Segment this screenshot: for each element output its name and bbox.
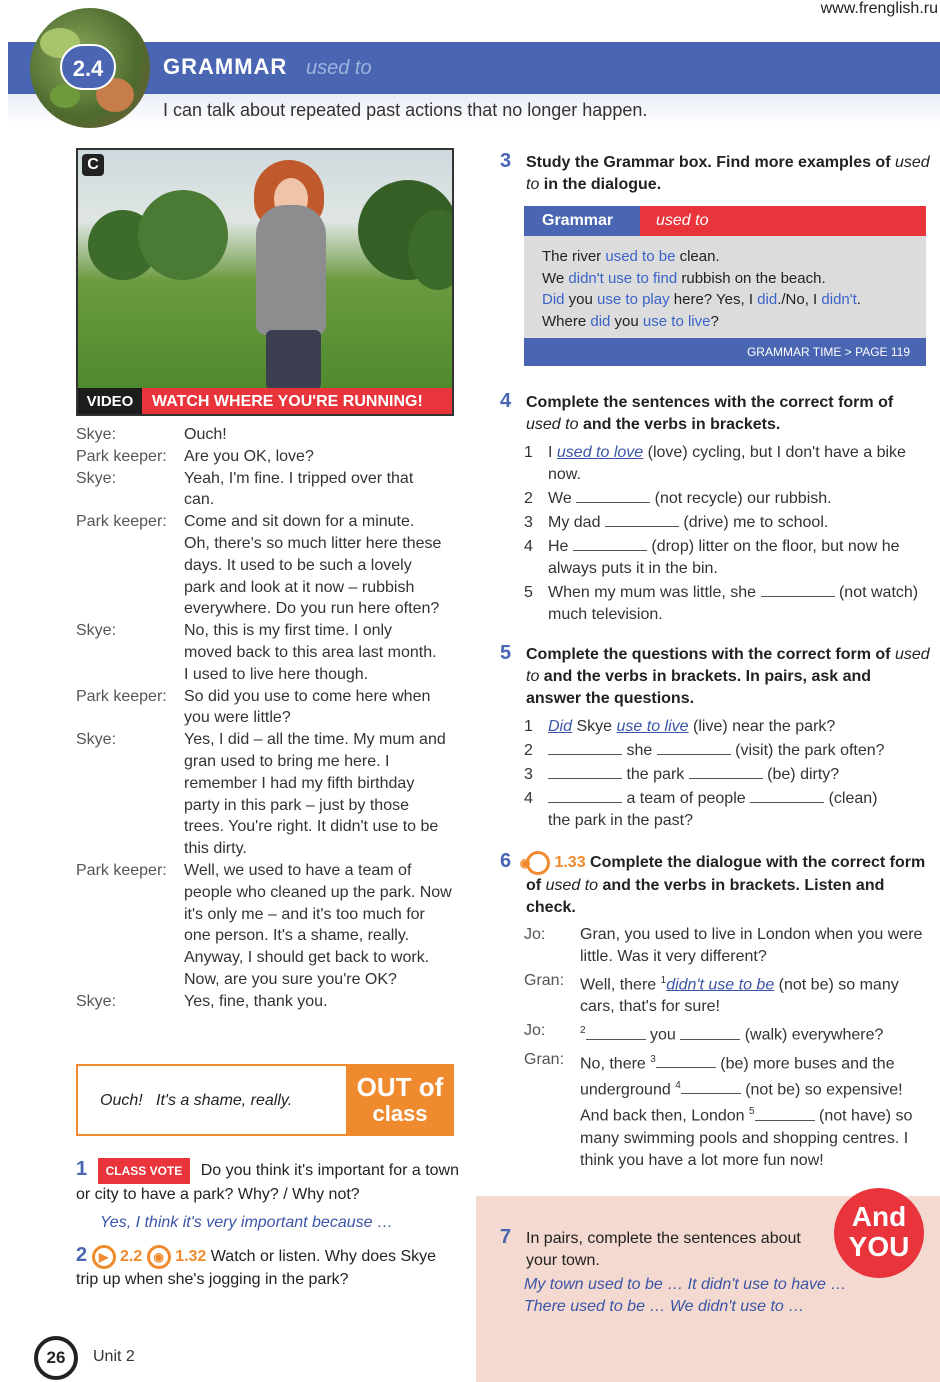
exercise-1 [76,1158,462,1234]
dialogue [76,424,462,1013]
answer-blank[interactable] [750,789,824,803]
list-item: 4 He (drop) litter on the floor, but now he always puts it in the bin. [524,538,900,577]
list-item: 4 a team of people (clean) the park in the past? [524,790,878,829]
video-icon: C [82,154,104,176]
video-title: WATCH WHERE YOU'RE RUNNING! [142,388,452,416]
unit-label: Unit 2 [93,1348,135,1365]
dialogue-line: Gran: Well, there $^1$didn't use to be (not be) so many cars, that's for sure! [524,972,899,1016]
exercise-5-instruction: 5 Complete the questions with the correct form of used to and the verbs in brackets. In pairs, ask and answer the questions. [500,642,930,707]
out-of-class-logo: OUT of class [346,1066,454,1134]
section-subtitle: used to [306,57,372,79]
grammar-tab: Grammar [524,206,640,236]
answer-blank[interactable] [761,583,835,597]
grammar-topic: used to [640,206,926,236]
answer-blank[interactable] [605,513,679,527]
exercise-6-dialogue [524,924,928,1172]
answer-blank[interactable] [755,1107,815,1121]
phrase-ouch: Ouch! [100,1092,143,1109]
out-of-class-box [76,1064,454,1136]
grammar-examples: The river used to be clean. We didn't use to find rubbish on the beach. Did you use to play here? Yes, I did./No, I didn't. Where did you use to live? [542,248,861,330]
list-item: 5 When my mum was little, she (not watch) much television. [524,584,919,623]
answer-blank[interactable] [586,1026,646,1040]
answer-blank[interactable] [680,1026,740,1040]
answer-blank[interactable] [576,489,650,503]
example-line: There used to be … We didn't use to … [524,1298,805,1315]
section-title: GRAMMAR [163,54,288,79]
video-reference: 2.2 [120,1248,143,1265]
example-answer: Yes, I think it's very important because … [100,1214,393,1231]
lesson-number: 2.4 [60,44,116,90]
dialogue-line: Park keeper: Come and sit down for a minute. Oh, there's so much litter here these days. It used to be such a lovely park and look at it now – rubbish everywhere. Do you run here often? [76,513,442,618]
park-runner-photo [78,150,452,388]
dialogue-line: Skye: Yeah, I'm fine. I tripped over that can. [76,469,414,509]
audio-reference: 1.33 [554,854,586,871]
site-url: www.frenglish.ru [820,0,938,17]
audio-reference: 1.32 [175,1248,207,1265]
list-item: 1 I used to love (love) cycling, but I don't have a bike now. [524,444,906,483]
exercise-number: 2 [76,1244,88,1266]
video-play-icon[interactable]: ▶ [92,1245,116,1269]
dialogue-line: Park keeper: So did you use to come here when you were little? [76,687,431,727]
list-item: 3 the park (be) dirty? [524,766,840,783]
answer-blank[interactable] [548,765,622,779]
dialogue-line: Skye: Yes, I did – all the time. My mum and gran used to bring me here. I remember I had my fifth birthday party in this park – just by those trees. You're right. It didn't use to be this dirty. [76,731,446,858]
answer: used to love [556,444,644,461]
exercise-4-instruction: 4 Complete the sentences with the correct form of used to and the verbs in brackets. [500,390,894,433]
can-do-statement: I can talk about repeated past actions that no longer happen. [163,100,648,120]
answer-blank[interactable] [548,789,622,803]
grammar-box [524,206,926,366]
and-you-badge: And YOU [834,1188,924,1278]
audio-icon[interactable]: ◉ [147,1245,171,1269]
answer-blank[interactable] [689,765,763,779]
dialogue-line: Skye: No, this is my first time. I only moved back to this area last month. I used to live here though. [76,622,437,683]
exercise-3-instruction: 3 Study the Grammar box. Find more examples of used to in the dialogue. [500,150,930,193]
dialogue-line: Park keeper: Are you OK, love? [76,447,314,465]
list-item: 3 My dad (drive) me to school. [524,514,829,531]
video-panel[interactable] [76,148,454,416]
exercise-number: 1 [76,1158,88,1180]
dialogue-line: Jo: $^2$ you (walk) everywhere? [524,1022,884,1044]
example-line: My town used to be … It didn't use to have … [524,1276,847,1293]
grammar-time-link[interactable]: GRAMMAR TIME > PAGE 119 [524,338,926,366]
exercise-question: Watch or listen. Why does Skye trip up when she's jogging in the park? [76,1248,437,1288]
exercise-7-examples [524,1274,924,1318]
answer-blank[interactable] [573,537,647,551]
answer-blank[interactable] [656,1054,716,1068]
class-vote-badge: CLASS VOTE [98,1158,191,1184]
list-item: 2 We (not recycle) our rubbish. [524,490,832,507]
exercise-7-instruction: 7 In pairs, complete the sentences about your town. [500,1226,801,1269]
video-label: VIDEO [78,388,142,416]
exercise-6-instruction: 6 ◉ 1.33 Complete the dialogue with the correct form of used to and the verbs in brackets. Listen and check. [500,850,926,916]
dialogue-line: Skye: Yes, fine, thank you. [76,992,328,1010]
list-item: 2 she (visit) the park often? [524,742,885,759]
list-item: 1 Did Skye use to live (live) near the park? [524,718,836,735]
dialogue-line: Skye: Ouch! [76,426,227,443]
answer-blank[interactable] [681,1080,741,1094]
dialogue-line: Park keeper: Well, we used to have a team of people who cleaned up the park. Now it's only me – and it's too much for one person. It's a shame, really. Anyway, I should get back to work. Now, are you sure you're OK? [76,861,452,988]
answer-blank[interactable] [548,741,622,755]
page-number: 26 [34,1336,78,1380]
exercise-5-items [524,716,924,832]
audio-icon[interactable]: ◉ [526,851,550,875]
phrase-shame: It's a shame, really. [156,1092,293,1109]
answer-blank[interactable] [657,741,731,755]
dialogue-line: Gran: No, there $^3$ (be) more buses and the underground $^4$ (not be) so expensive! And back then, London $^5$ (not have) so many swimming pools and shopping centres. I think you have a lot more fun now! [524,1050,913,1169]
exercise-4-items [524,442,924,626]
exercise-2 [76,1244,462,1291]
dialogue-line: Jo: Gran, you used to live in London when you were little. Was it very different? [524,926,923,965]
exercise-question: Do you think it's important for a town or city to have a park? Why? / Why not? [76,1162,459,1203]
